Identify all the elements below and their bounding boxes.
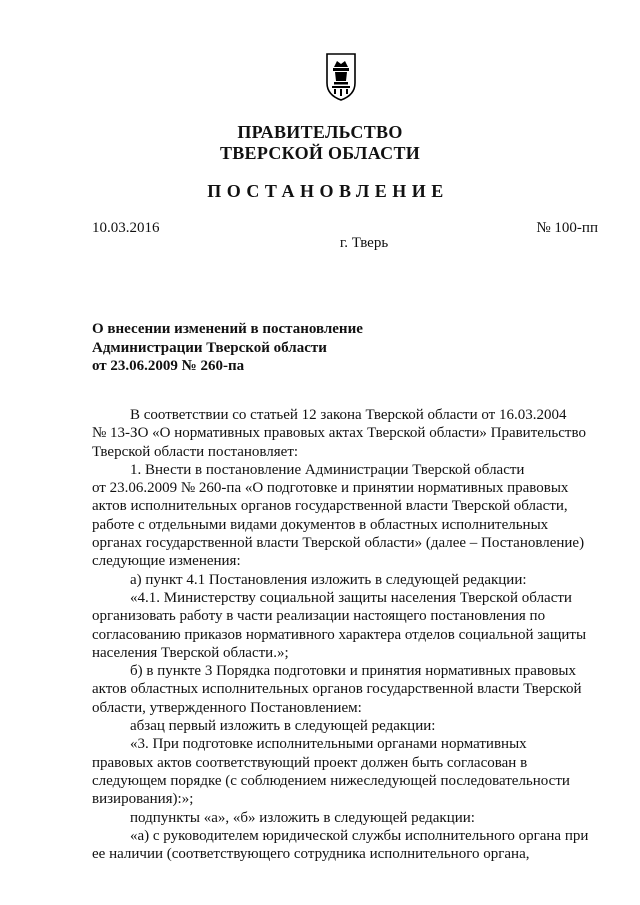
- body-line: актов исполнительных органов государственной власти Тверской области,: [92, 498, 568, 515]
- document-type: ПОСТАНОВЛЕНИЕ: [207, 181, 449, 201]
- body-line: области, утвержденного Постановлением:: [92, 699, 362, 716]
- body-line: от 23.06.2009 № 260-па «О подготовке и принятии нормативных правовых: [92, 480, 569, 497]
- body-line: работе с отдельными видами документов в областных исполнительных: [92, 516, 549, 533]
- body-line: а) пункт 4.1 Постановления изложить в следующей редакции:: [130, 571, 527, 588]
- body-line: подпункты «а», «б» изложить в следующей редакции:: [130, 809, 475, 826]
- body-line: следующем порядке (с соблюдением нижеследующей последовательности: [92, 772, 570, 789]
- body-line: актов областных исполнительных органов государственной власти Тверской: [92, 681, 582, 698]
- body-line: «4.1. Министерству социальной защиты населения Тверской области: [130, 589, 572, 606]
- body-line: В соответствии со статьей 12 закона Тверской области от 16.03.2004: [130, 407, 567, 423]
- body-line: б) в пункте 3 Порядка подготовки и принятия нормативных правовых: [130, 663, 577, 680]
- body-line: органах государственной власти Тверской области» (далее – Постановление): [92, 535, 585, 552]
- body-line: «а) с руководителем юридической службы исполнительного органа при: [130, 827, 589, 844]
- coat-of-arms-icon: [326, 53, 356, 101]
- government-title-line2: ТВЕРСКОЙ ОБЛАСТИ: [219, 143, 421, 163]
- document-number: № 100-пп: [536, 220, 598, 236]
- body-line: Тверской области постановляет:: [92, 443, 299, 460]
- body-line: № 13-ЗО «О нормативных правовых актах Тверской области» Правительство: [92, 425, 586, 442]
- body-line: 1. Внести в постановление Администрации Тверской области: [130, 461, 525, 478]
- document-date: 10.03.2016: [92, 220, 160, 236]
- document-city: г. Тверь: [339, 235, 389, 251]
- subject-line: Администрации Тверской области: [92, 339, 327, 356]
- body-line: абзац первый изложить в следующей редакции:: [130, 718, 436, 735]
- government-title-line1: ПРАВИТЕЛЬСТВО: [237, 122, 403, 142]
- document-body: [92, 406, 598, 863]
- body-line: населения Тверской области.»;: [92, 644, 289, 661]
- subject-line: от 23.06.2009 № 260-па: [92, 358, 245, 374]
- body-line: визирования):»;: [92, 791, 194, 808]
- body-line: ее наличии (соответствующего сотрудника исполнительного органа,: [92, 846, 530, 863]
- body-line: правовых актов соответствующий проект должен быть согласован в: [92, 754, 528, 771]
- document-subject: [92, 320, 363, 376]
- body-line: согласованию приказов нормативного характера отделов социальной защиты: [92, 626, 587, 643]
- body-line: следующие изменения:: [92, 553, 241, 570]
- body-line: организовать работу в части реализации настоящего постановления по: [92, 608, 546, 625]
- body-line: «3. При подготовке исполнительными органами нормативных: [130, 736, 527, 753]
- subject-line: О внесении изменений в постановление: [92, 321, 363, 337]
